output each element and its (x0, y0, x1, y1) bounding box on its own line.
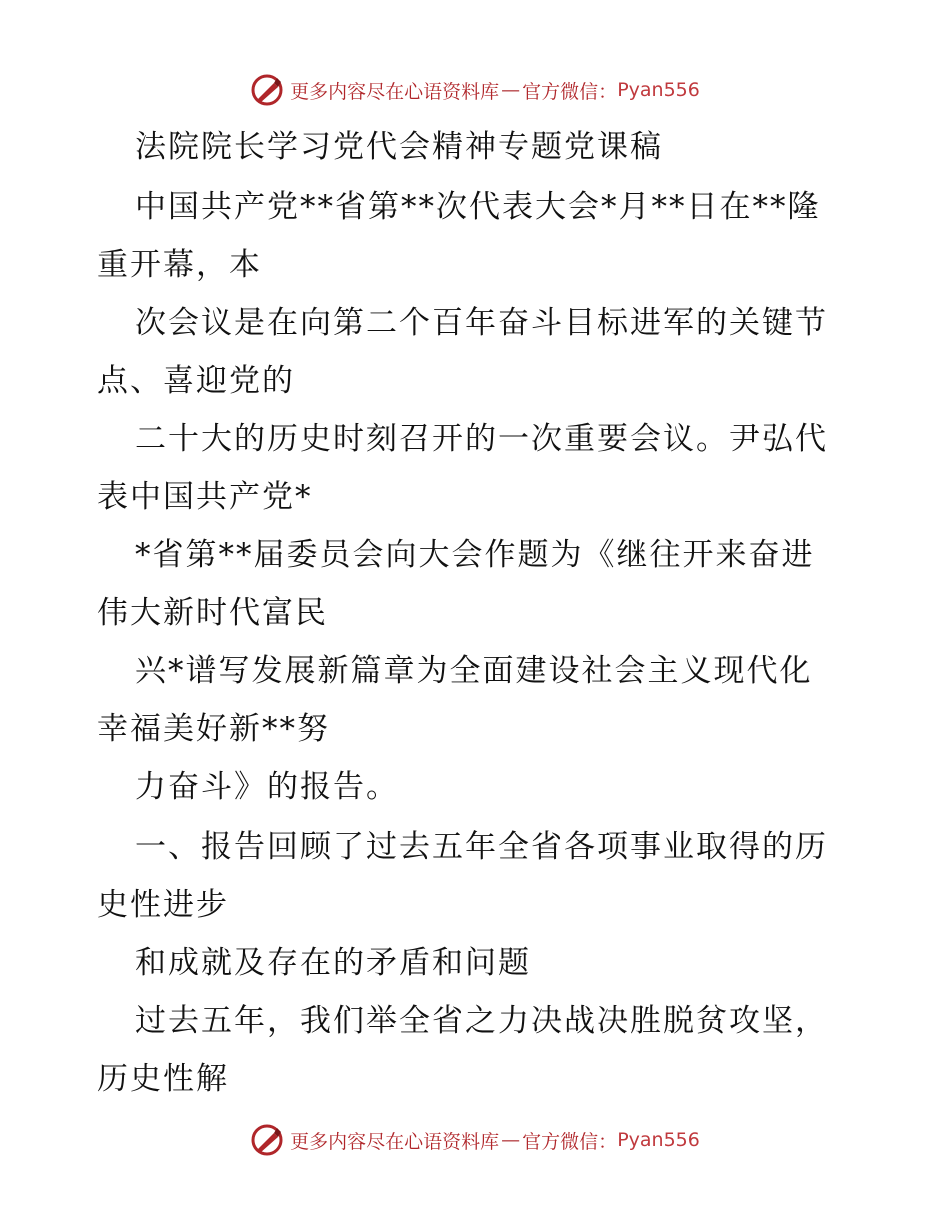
paragraph-line: 和成就及存在的矛盾和问题 (135, 945, 531, 981)
watermark-id: Pyan556 (617, 1129, 700, 1151)
watermark-text: 更多内容尽在心语资料库 (290, 1130, 500, 1153)
watermark-text: 更多内容尽在心语资料库 (290, 80, 500, 103)
paragraph-line: 次会议是在向第二个百年奋斗目标进军的关键节 (135, 305, 828, 341)
section-heading: 一、报告回顾了过去五年全省各项事业取得的历 (135, 829, 828, 865)
paragraph-line: 史性进步 (97, 887, 229, 923)
watermark-label: 官方微信： (522, 1130, 618, 1153)
paragraph-line: 伟大新时代富民 (97, 595, 328, 631)
watermark-id: Pyan556 (617, 79, 700, 101)
footer-watermark (0, 1120, 950, 1160)
paragraph-line: 过去五年，我们举全省之力决战决胜脱贫攻坚， (135, 1003, 828, 1039)
pen-logo-icon (250, 73, 284, 107)
paragraph-line: 力奋斗》的报告。 (135, 769, 399, 805)
watermark-separator: — (501, 79, 521, 101)
paragraph-line: 兴*谱写发展新篇章为全面建设社会主义现代化 (135, 653, 813, 689)
paragraph-line: 二十大的历史时刻召开的一次重要会议。尹弘代 (135, 421, 828, 457)
paragraph-line: 幸福美好新**努 (97, 711, 330, 747)
paragraph-line: 点、喜迎党的 (97, 363, 295, 399)
paragraph-line: 表中国共产党* (97, 479, 313, 515)
paragraph-line: *省第**届委员会向大会作题为《继往开来奋进 (135, 537, 815, 573)
paragraph-line: 历史性解 (97, 1061, 229, 1097)
document-title: 法院院长学习党代会精神专题党课稿 (135, 129, 663, 165)
paragraph-line: 中国共产党**省第**次代表大会*月**日在**隆 (135, 189, 821, 225)
pen-logo-icon (250, 1123, 284, 1157)
watermark-label: 官方微信： (522, 80, 618, 103)
watermark-separator: — (501, 1129, 521, 1151)
paragraph-line: 重开幕，本 (97, 247, 262, 283)
header-watermark (0, 70, 950, 110)
